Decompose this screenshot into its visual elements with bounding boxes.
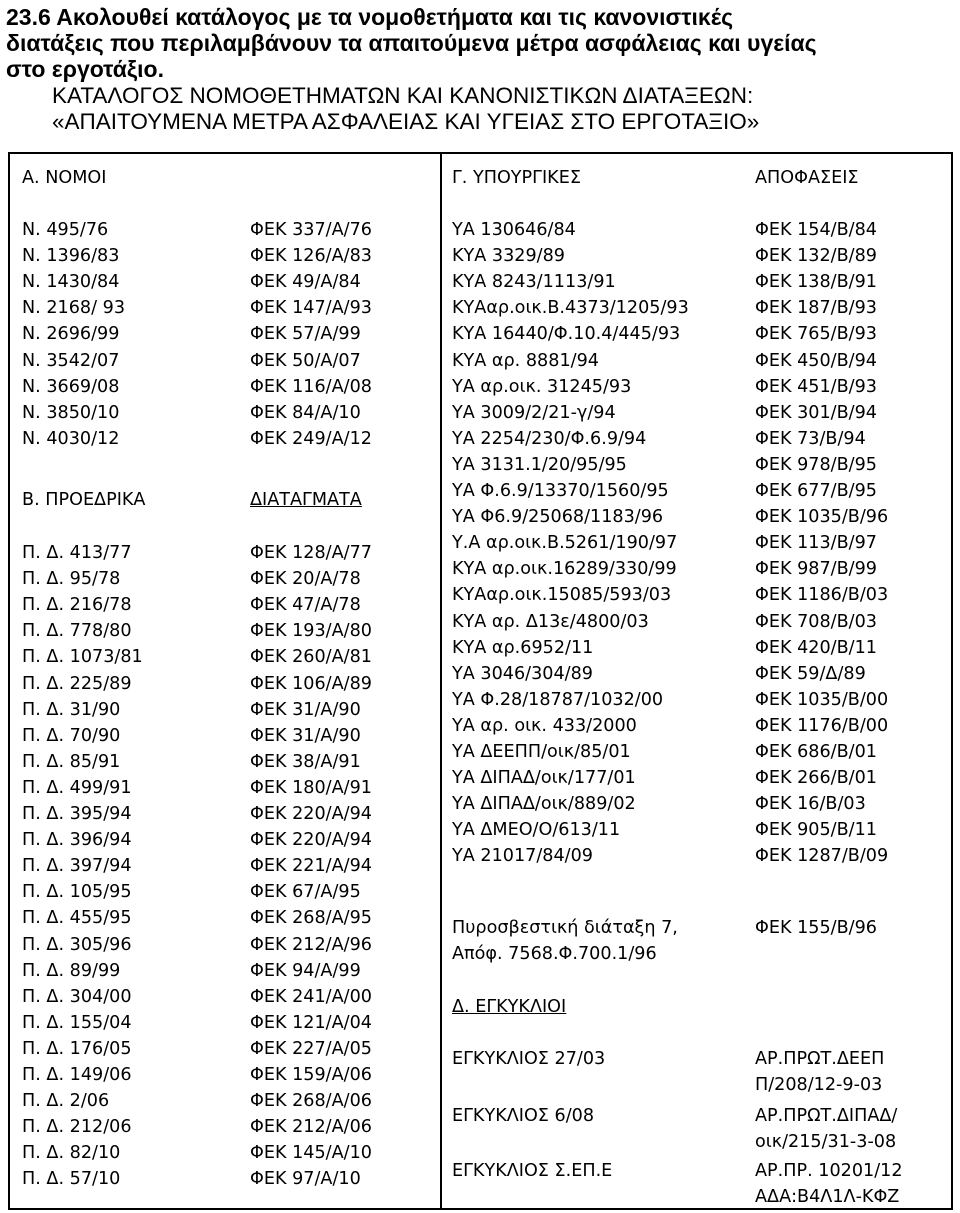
table-row-decision-gazette: ΦΕΚ 154/Β/84	[755, 220, 877, 240]
table-row-law-gazette: ΦΕΚ 126/Α/83	[250, 246, 372, 267]
table-row-decision-gazette: ΦΕΚ 708/Β/03	[755, 611, 877, 632]
circulars-header: Δ. ΕΓΚΥΚΛΙΟΙ	[452, 997, 567, 1017]
table-row-decision-gazette: ΦΕΚ 1186/Β/03	[755, 585, 889, 606]
table-row-decree-gazette: ΦΕΚ 67/Α/95	[250, 882, 361, 903]
table-row-decree-number: Π. Δ. 31/90	[22, 699, 121, 720]
circular-ref-line-2: Π/208/12-9-03	[755, 1075, 883, 1095]
circular-ref-line-1: ΑΡ.ΠΡ. 10201/12	[755, 1161, 903, 1181]
laws-header: Α. ΝΟΜΟΙ	[22, 168, 107, 188]
table-row-decision-number: ΚΥΑ αρ. 8881/94	[452, 350, 599, 371]
table-row-decision-gazette: ΦΕΚ 301/Β/94	[755, 402, 877, 423]
table-row-decree-gazette: ΦΕΚ 106/Α/89	[250, 673, 372, 694]
table-row-decision-number: ΚΥΑ αρ.οικ.16289/330/99	[452, 559, 677, 580]
table-row-law-gazette: ΦΕΚ 57/Α/99	[250, 324, 361, 345]
table-row-decision-gazette: ΦΕΚ 420/Β/11	[755, 637, 877, 658]
catalog-subtitle: «ΑΠΑΙΤΟΥΜΕΝΑ ΜΕΤΡΑ ΑΣΦΑΛΕΙΑΣ ΚΑΙ ΥΓΕΙΑΣ ΣΤΟ ΕΡΓΟΤΑΞΙΟ»	[52, 109, 760, 134]
table-row-decision-number: ΚΥΑ αρ. Δ13ε/4800/03	[452, 611, 649, 632]
table-row-decree-gazette: ΦΕΚ 241/Α/00	[250, 986, 372, 1007]
table-row-decision-gazette: ΦΕΚ 138/Β/91	[755, 272, 877, 293]
table-row-decision-gazette: ΦΕΚ 113/Β/97	[755, 533, 877, 554]
table-row-decree-number: Π. Δ. 225/89	[22, 673, 132, 694]
table-row-decision-number: ΚΥΑαρ.οικ.15085/593/03	[452, 585, 672, 606]
table-row-law-number: Ν. 2168/ 93	[22, 298, 126, 319]
table-row-decree-number: Π. Δ. 413/77	[22, 543, 132, 563]
decrees-header-title: ΔΙΑΤΑΓΜΑΤΑ	[250, 490, 362, 510]
decisions-header-title: ΑΠΟΦΑΣΕΙΣ	[755, 168, 859, 188]
table-row-decision-number: Υ.Α αρ.οικ.Β.5261/190/97	[452, 533, 678, 554]
table-row-decision-number: ΚΥΑ 16440/Φ.10.4/445/93	[452, 324, 681, 345]
table-row-decision-gazette: ΦΕΚ 266/Β/01	[755, 768, 877, 789]
table-row-decree-gazette: ΦΕΚ 193/Α/80	[250, 621, 372, 642]
table-row-decision-gazette: ΦΕΚ 905/Β/11	[755, 820, 877, 841]
table-row-decree-number: Π. Δ. 82/10	[22, 1143, 121, 1164]
table-row-decree-number: Π. Δ. 455/95	[22, 908, 132, 929]
table-row-decree-number: Π. Δ. 212/06	[22, 1117, 132, 1138]
table-row-law-gazette: ΦΕΚ 50/Α/07	[250, 350, 361, 371]
table-row-law-number: Ν. 495/76	[22, 220, 109, 240]
table-row-decision-number: ΥΑ ΔΜΕΟ/Ο/613/11	[452, 820, 621, 841]
table-row-decree-gazette: ΦΕΚ 159/Α/06	[250, 1065, 372, 1085]
table-row-law-gazette: ΦΕΚ 147/Α/93	[250, 298, 372, 319]
fire-decision-ref: Απόφ. 7568.Φ.700.1/96	[452, 944, 657, 964]
table-row-decision-number: ΥΑ Φ6.9/25068/1183/96	[452, 507, 664, 528]
table-row-decision-number: ΥΑ 3046/304/89	[452, 663, 593, 684]
table-row-decree-number: Π. Δ. 216/78	[22, 595, 132, 616]
circular-ref-line-2: ΑΔΑ:Β4Λ1Λ-ΚΦΖ	[755, 1187, 900, 1207]
table-row-decision-gazette: ΦΕΚ 16/Β/03	[755, 794, 866, 815]
table-row-decree-gazette: ΦΕΚ 220/Α/94	[250, 804, 372, 824]
table-row-decision-gazette: ΦΕΚ 73/Β/94	[755, 428, 866, 449]
catalog-title: ΚΑΤΑΛΟΓΟΣ ΝΟΜΟΘΕΤΗΜΑΤΩΝ ΚΑΙ ΚΑΝΟΝΙΣΤΙΚΩΝ ΔΙΑΤΑΞΕΩΝ:	[52, 83, 754, 108]
table-row-decision-number: ΚΥΑαρ.οικ.Β.4373/1205/93	[452, 298, 689, 319]
table-row-decree-gazette: ΦΕΚ 220/Α/94	[250, 830, 372, 851]
table-row-decree-gazette: ΦΕΚ 221/Α/94	[250, 856, 372, 877]
table-row-decree-gazette: ΦΕΚ 212/Α/06	[250, 1117, 372, 1138]
circular-title: ΕΓΚΥΚΛΙΟΣ 27/03	[452, 1049, 606, 1069]
table-row-decree-number: Π. Δ. 305/96	[22, 934, 132, 955]
table-row-decision-number: ΚΥΑ 8243/1113/91	[452, 272, 616, 293]
table-row-decision-gazette: ΦΕΚ 59/Δ/89	[755, 663, 866, 684]
table-row-decree-number: Π. Δ. 105/95	[22, 882, 132, 903]
table-row-decree-gazette: ΦΕΚ 260/Α/81	[250, 647, 372, 668]
table-row-decision-number: ΥΑ 3009/2/21-γ/94	[452, 402, 616, 423]
fire-decision-title: Πυροσβεστική διάταξη 7,	[452, 918, 678, 938]
table-row-law-number: Ν. 3542/07	[22, 350, 120, 371]
table-row-decree-gazette: ΦΕΚ 121/Α/04	[250, 1012, 372, 1033]
table-row-decision-number: ΥΑ ΔΙΠΑΔ/οικ/177/01	[452, 768, 636, 789]
table-column-divider	[440, 152, 442, 1210]
table-row-decree-gazette: ΦΕΚ 97/Α/10	[250, 1169, 361, 1190]
table-row-decree-gazette: ΦΕΚ 20/Α/78	[250, 569, 361, 590]
table-row-decree-gazette: ΦΕΚ 268/Α/06	[250, 1091, 372, 1112]
table-row-decree-number: Π. Δ. 395/94	[22, 804, 132, 824]
circular-ref-line-1: ΑΡ.ΠΡΩΤ.ΔΙΠΑΔ/	[755, 1106, 898, 1126]
table-row-decree-number: Π. Δ. 397/94	[22, 856, 132, 877]
table-row-decision-gazette: ΦΕΚ 686/Β/01	[755, 742, 877, 762]
table-row-decision-number: ΥΑ Φ.28/18787/1032/00	[452, 689, 664, 710]
table-row-decree-number: Π. Δ. 70/90	[22, 725, 121, 746]
table-row-law-number: Ν. 1430/84	[22, 272, 120, 293]
heading-line-2: διατάξεις που περιλαμβάνουν τα απαιτούμενα μέτρα ασφάλειας και υγείας	[6, 30, 817, 56]
table-row-decree-number: Π. Δ. 95/78	[22, 569, 121, 590]
table-row-decision-gazette: ΦΕΚ 451/Β/93	[755, 376, 877, 397]
table-row-decree-gazette: ΦΕΚ 128/Α/77	[250, 543, 372, 563]
table-row-decree-number: Π. Δ. 2/06	[22, 1091, 110, 1112]
table-row-decree-gazette: ΦΕΚ 268/Α/95	[250, 908, 372, 929]
heading-line-1: 23.6 Ακολουθεί κατάλογος με τα νομοθετήματα και τις κανονιστικές	[6, 4, 734, 30]
table-row-decision-number: ΥΑ 130646/84	[452, 220, 576, 240]
circular-title: ΕΓΚΥΚΛΙΟΣ 6/08	[452, 1106, 595, 1126]
fire-decision-gazette: ΦΕΚ 155/Β/96	[755, 918, 877, 938]
table-row-decree-gazette: ΦΕΚ 227/Α/05	[250, 1038, 372, 1059]
table-row-decree-gazette: ΦΕΚ 145/Α/10	[250, 1143, 372, 1164]
table-row-decree-gazette: ΦΕΚ 47/Α/78	[250, 595, 361, 616]
table-row-decision-number: ΥΑ αρ. οικ. 433/2000	[452, 715, 637, 736]
table-row-decision-gazette: ΦΕΚ 1035/Β/96	[755, 507, 889, 528]
table-row-decision-number: ΥΑ ΔΙΠΑΔ/οικ/889/02	[452, 794, 636, 815]
table-row-decision-gazette: ΦΕΚ 1035/Β/00	[755, 689, 889, 710]
table-row-decree-number: Π. Δ. 57/10	[22, 1169, 121, 1190]
table-row-decision-number: ΥΑ Φ.6.9/13370/1560/95	[452, 481, 669, 501]
table-row-decree-number: Π. Δ. 304/00	[22, 986, 132, 1007]
table-row-law-gazette: ΦΕΚ 49/Α/84	[250, 272, 361, 293]
table-row-decree-gazette: ΦΕΚ 180/Α/91	[250, 777, 372, 798]
table-row-decree-gazette: ΦΕΚ 94/Α/99	[250, 960, 361, 981]
table-row-decision-number: ΥΑ 21017/84/09	[452, 846, 593, 867]
table-row-decision-gazette: ΦΕΚ 1176/Β/00	[755, 715, 889, 736]
table-row-law-gazette: ΦΕΚ 249/Α/12	[250, 428, 372, 449]
table-row-decision-gazette: ΦΕΚ 132/Β/89	[755, 246, 877, 267]
circular-title: ΕΓΚΥΚΛΙΟΣ Σ.ΕΠ.Ε	[452, 1161, 613, 1181]
table-row-decree-number: Π. Δ. 176/05	[22, 1038, 132, 1059]
circular-ref-line-1: ΑΡ.ΠΡΩΤ.ΔΕΕΠ	[755, 1049, 885, 1069]
table-row-law-number: Ν. 1396/83	[22, 246, 120, 267]
table-row-law-gazette: ΦΕΚ 84/Α/10	[250, 402, 361, 423]
table-row-decree-number: Π. Δ. 155/04	[22, 1012, 132, 1033]
table-row-decision-number: ΥΑ 2254/230/Φ.6.9/94	[452, 428, 647, 449]
table-row-decision-gazette: ΦΕΚ 450/Β/94	[755, 350, 877, 371]
table-row-decree-number: Π. Δ. 396/94	[22, 830, 132, 851]
table-row-decision-gazette: ΦΕΚ 1287/Β/09	[755, 846, 889, 867]
table-row-decision-gazette: ΦΕΚ 187/Β/93	[755, 298, 877, 319]
heading-line-3: στο εργοτάξιο.	[6, 56, 164, 82]
decisions-header-label: Γ. ΥΠΟΥΡΓΙΚΕΣ	[452, 168, 581, 188]
table-row-law-number: Ν. 3669/08	[22, 376, 120, 397]
table-row-decree-gazette: ΦΕΚ 31/Α/90	[250, 725, 361, 746]
table-row-decree-gazette: ΦΕΚ 212/Α/96	[250, 934, 372, 955]
table-row-law-number: Ν. 2696/99	[22, 324, 120, 345]
table-row-law-number: Ν. 3850/10	[22, 402, 120, 423]
table-row-decree-number: Π. Δ. 85/91	[22, 751, 121, 772]
table-row-decision-number: ΥΑ ΔΕΕΠΠ/οικ/85/01	[452, 742, 631, 762]
table-row-decree-number: Π. Δ. 89/99	[22, 960, 121, 981]
table-row-decision-gazette: ΦΕΚ 677/Β/95	[755, 481, 877, 501]
table-row-decree-number: Π. Δ. 149/06	[22, 1065, 132, 1085]
table-row-decree-number: Π. Δ. 499/91	[22, 777, 132, 798]
table-row-decision-number: ΥΑ 3131.1/20/95/95	[452, 454, 627, 475]
table-row-law-gazette: ΦΕΚ 116/Α/08	[250, 376, 372, 397]
table-row-law-number: Ν. 4030/12	[22, 428, 120, 449]
table-row-decree-number: Π. Δ. 778/80	[22, 621, 132, 642]
table-row-decision-number: ΥΑ αρ.οικ. 31245/93	[452, 376, 632, 397]
table-row-decree-number: Π. Δ. 1073/81	[22, 647, 143, 668]
table-row-law-gazette: ΦΕΚ 337/Α/76	[250, 220, 372, 240]
table-row-decree-gazette: ΦΕΚ 38/Α/91	[250, 751, 361, 772]
table-row-decision-gazette: ΦΕΚ 765/Β/93	[755, 324, 877, 345]
table-row-decision-number: ΚΥΑ 3329/89	[452, 246, 566, 267]
table-row-decision-number: ΚΥΑ αρ.6952/11	[452, 637, 594, 658]
table-row-decision-gazette: ΦΕΚ 978/Β/95	[755, 454, 877, 475]
decrees-header-label: Β. ΠΡΟΕΔΡΙΚΑ	[22, 490, 146, 510]
circular-ref-line-2: οικ/215/31-3-08	[755, 1132, 897, 1152]
table-row-decision-gazette: ΦΕΚ 987/Β/99	[755, 559, 877, 580]
table-row-decree-gazette: ΦΕΚ 31/Α/90	[250, 699, 361, 720]
